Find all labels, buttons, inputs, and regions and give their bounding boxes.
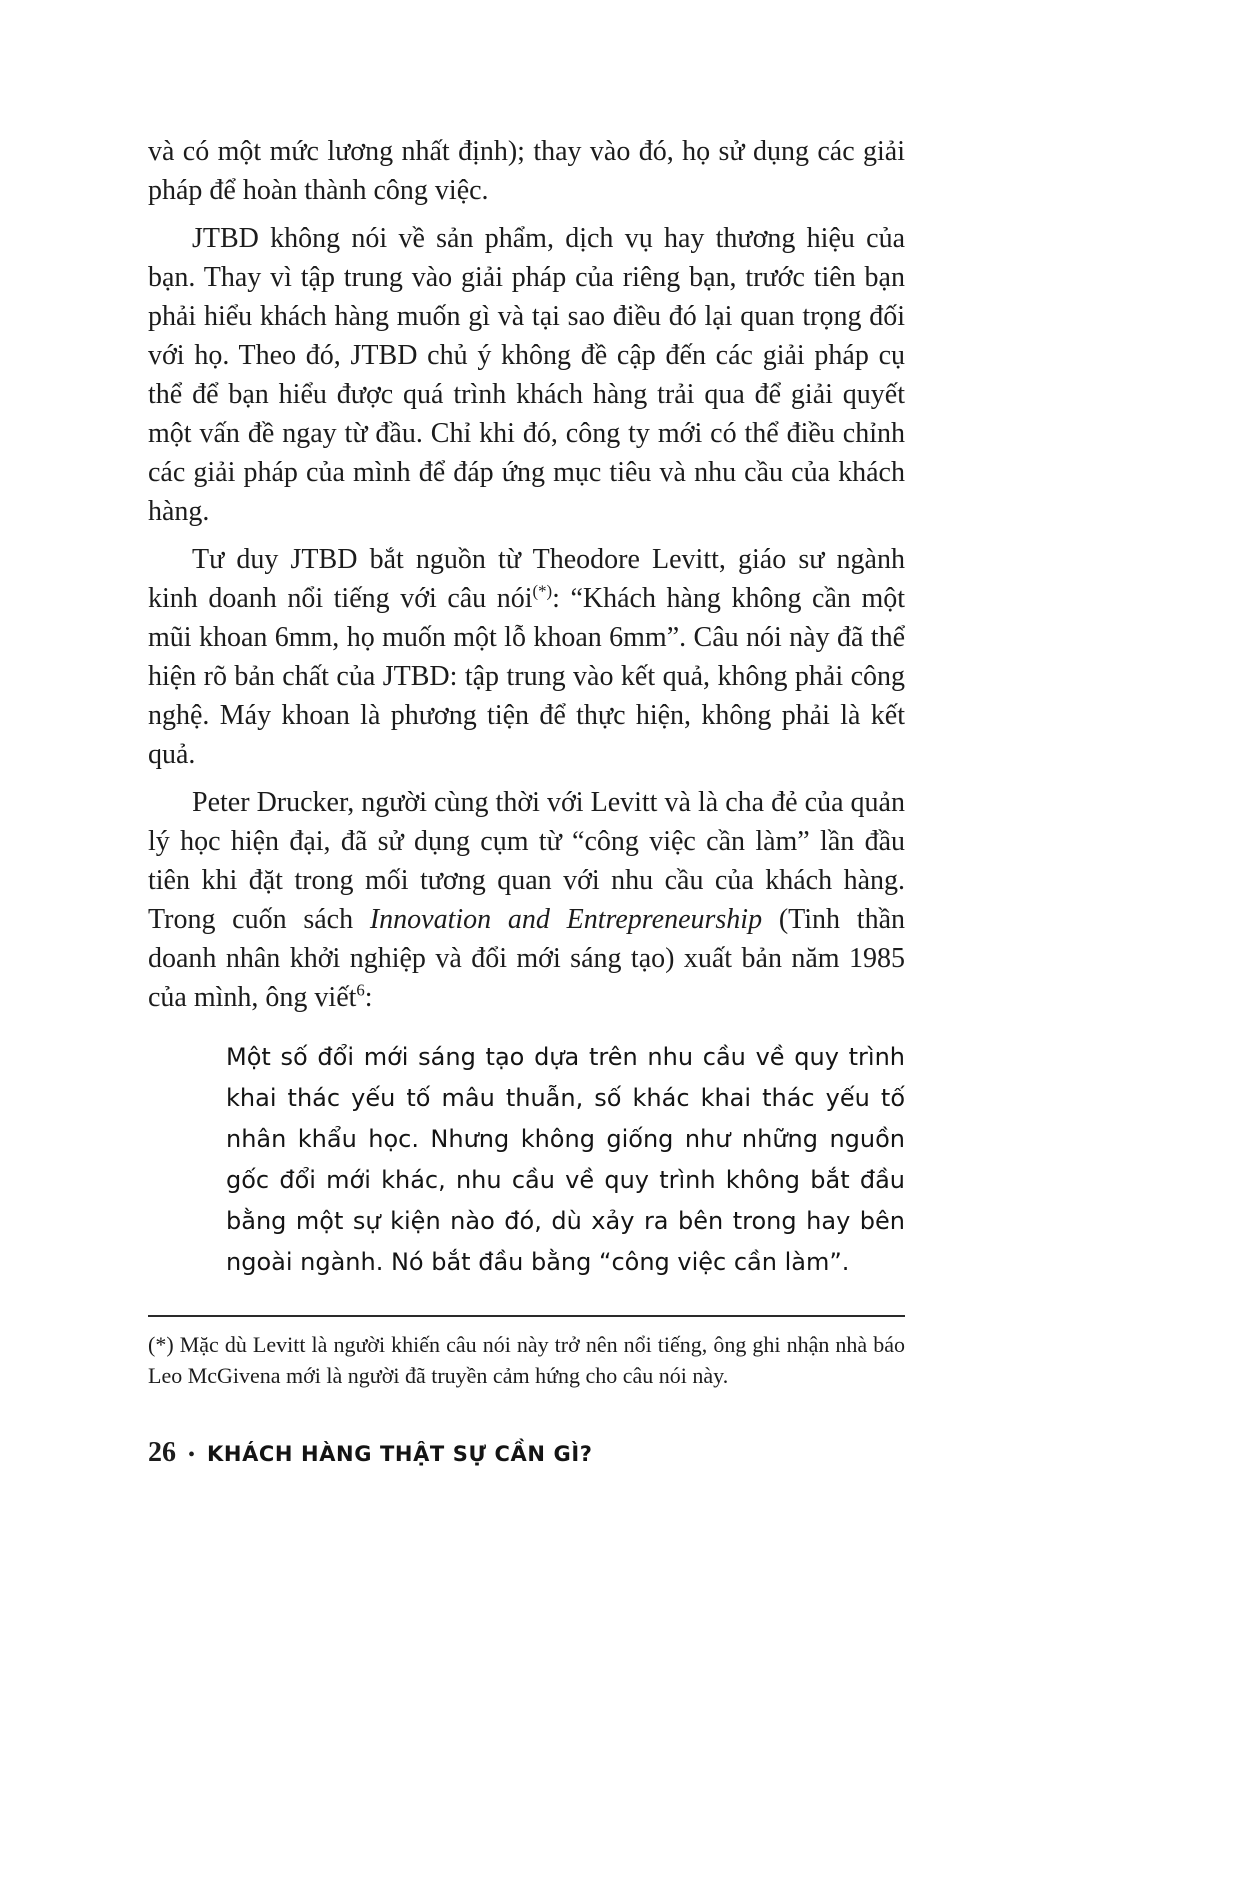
book-title-reference: Innovation and Entrepreneurship xyxy=(369,904,763,935)
text-segment: : “Khách hàng không cần một mũi khoan 6mm, họ muốn một lỗ khoan 6mm”. Câu nói này đã thể hiện rõ bản chất của JTBD: tập trung vào kết quả, không phải công nghệ. Máy khoan là phương tiện để thực hiện, không phải là kết quả. xyxy=(148,583,906,770)
paragraph-jtbd-overview: JTBD không nói về sản phẩm, dịch vụ hay thương hiệu của bạn. Thay vì tập trung vào giải pháp của riêng bạn, trước tiên bạn phải hiểu khách hàng muốn gì và tại sao điều đó lại quan trọng đối với họ. Theo đó, JTBD chủ ý không đề cập đến các giải pháp cụ thể để bạn hiểu được quá trình khách hàng trải qua để giải quyết một vấn đề ngay từ đầu. Chỉ khi đó, công ty mới có thể điều chỉnh các giải pháp của mình để đáp ứng mục tiêu và nhu cầu của khách hàng. xyxy=(148,223,905,527)
endnote-marker: 6 xyxy=(356,980,365,1000)
text-segment: : xyxy=(364,982,373,1013)
footnote-marker: (*) xyxy=(532,581,553,601)
book-title: KHÁCH HÀNG THẬT SỰ CẦN GÌ? xyxy=(207,1442,593,1466)
page-footer xyxy=(148,1437,905,1469)
drucker-block-quote: Một số đổi mới sáng tạo dựa trên nhu cầu về quy trình khai thác yếu tố mâu thuẫn, số khác khai thác yếu tố nhân khẩu học. Nhưng không giống như những nguồn gốc đổi mới khác, nhu cầu về quy trình không bắt đầu bằng một sự kiện nào đó, dù xảy ra bên trong hay bên ngoài ngành. Nó bắt đầu bằng “công việc cần làm”. xyxy=(226,1043,905,1276)
footnote-text: (*) Mặc dù Levitt là người khiến câu nói này trở nên nổi tiếng, ông ghi nhận nhà báo Leo McGivena mới là người đã truyền cảm hứng cho câu nói này. xyxy=(148,1332,905,1388)
text-segment: Peter Drucker, người cùng thời với Levitt và là cha đẻ của quản lý học hiện đại, đã sử dụng cụm từ “công việc cần làm” lần đầu tiên khi đặt trong mối tương quan với nhu cầu của khách hàng. Trong cuốn sách xyxy=(148,787,905,935)
footnote-divider xyxy=(148,1315,905,1317)
paragraph-continuation: và có một mức lương nhất định); thay vào đó, họ sử dụng các giải pháp để hoàn thành công việc. xyxy=(148,136,905,206)
text-segment: Tư duy JTBD bắt nguồn từ Theodore Levitt, giáo sư ngành kinh doanh nổi tiếng với câu nói xyxy=(148,544,905,614)
footer-bullet: • xyxy=(188,1444,196,1466)
paragraph-levitt-quote xyxy=(148,540,905,774)
text-segment: (Tinh thần doanh nhân khởi nghiệp và đổi mới sáng tạo) xuất bản năm 1985 của mình, ông viết xyxy=(148,904,906,1013)
page-number: 26 xyxy=(148,1437,176,1468)
paragraph-drucker xyxy=(148,783,905,1017)
